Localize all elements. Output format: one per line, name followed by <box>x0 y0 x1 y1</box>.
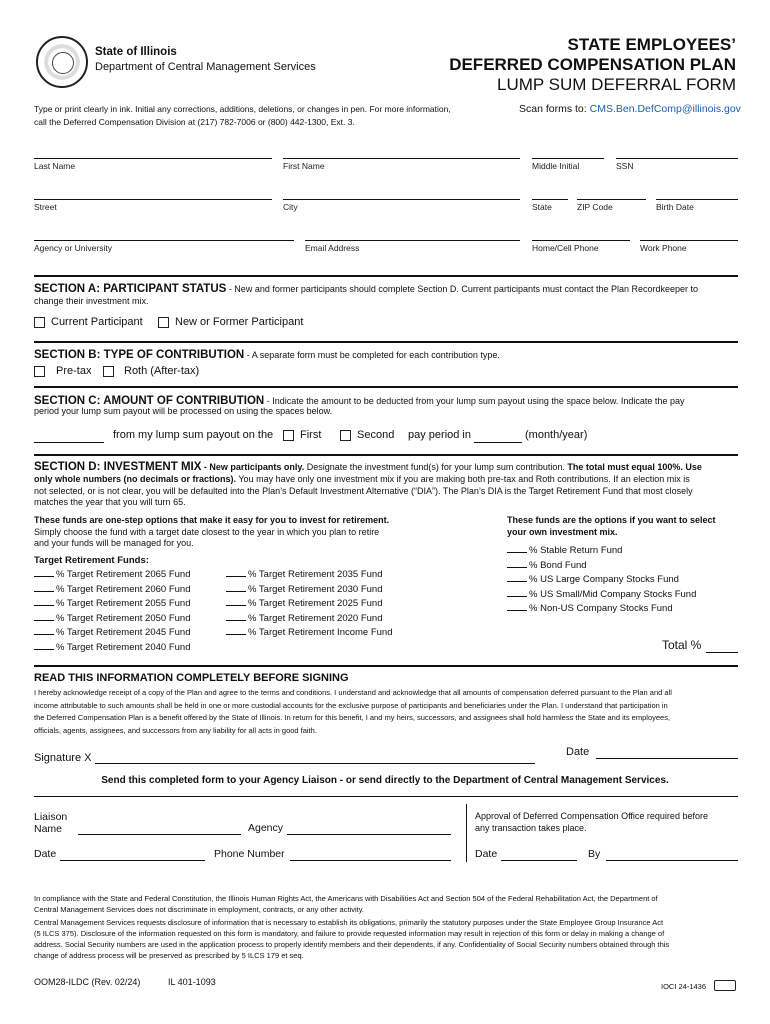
form-number: OOM28-ILDC (Rev. 02/24) <box>34 977 141 987</box>
fund-label: % Target Retirement 2060 Fund <box>56 583 191 595</box>
approval-date-label: Date <box>475 848 498 860</box>
fund-row[interactable] <box>34 612 190 627</box>
section-c-desc-2: period your lump sum payout will be processed on using the spaces below. <box>34 406 333 416</box>
percent-field[interactable] <box>226 612 246 621</box>
section-a-divider <box>34 275 738 277</box>
section-d-line-4: matches the year that you will turn 65. <box>34 497 186 507</box>
fund-row[interactable] <box>34 597 190 612</box>
percent-field[interactable] <box>226 583 246 592</box>
section-d-line-2-text: You may have only one investment mix if you are making both pre-tax and Roth contributions. If an election mix is <box>236 474 690 484</box>
fund-row[interactable] <box>507 602 696 617</box>
one-step-sub-2: and your funds will be managed for you. <box>34 538 194 548</box>
one-step-sub-1: Simply choose the fund with a target date closest to the year in which you plan to retire <box>34 527 380 537</box>
own-funds-list <box>507 544 696 617</box>
fund-row[interactable] <box>34 568 190 583</box>
disclosure-line: (5 ILCS 375). Disclosure of the information requested on this form is mandatory, and failure to provide requested information may result in rejection of this form or delay in making a change of <box>34 929 665 938</box>
sign-date-label: Date <box>566 746 590 758</box>
fund-label: % Target Retirement 2040 Fund <box>56 641 191 653</box>
fund-label: % Target Retirement 2025 Fund <box>248 598 383 609</box>
fund-label: % Target Retirement 2055 Fund <box>56 598 191 609</box>
liaison-name-field[interactable] <box>78 834 241 835</box>
approval-line: any transaction takes place. <box>475 823 587 833</box>
zip-label: ZIP Code <box>577 202 613 212</box>
scan-email-link[interactable]: CMS.Ben.DefComp@illinois.gov <box>589 103 741 115</box>
instructions-line-1: Type or print clearly in ink. Initial any corrections, additions, deletions, or changes in pen. For more information, <box>34 104 451 114</box>
ssn-label: SSN <box>616 161 634 171</box>
percent-field[interactable] <box>34 641 54 650</box>
section-d-title: SECTION D: INVESTMENT MIX <box>34 461 202 473</box>
birth-date-label: Birth Date <box>656 202 694 212</box>
email-label: Email Address <box>305 243 360 253</box>
fund-row[interactable] <box>507 588 696 603</box>
section-b-divider <box>34 341 738 343</box>
total-field[interactable] <box>706 652 738 653</box>
liaison-date-label: Date <box>34 848 57 860</box>
from-payout-label: from my lump sum payout on the <box>113 429 274 441</box>
fund-row[interactable] <box>226 568 393 583</box>
union-bug-icon <box>714 980 736 991</box>
percent-field[interactable] <box>507 559 527 568</box>
section-c-divider <box>34 386 738 388</box>
phone-number-label: Phone Number <box>214 848 285 860</box>
street-field[interactable] <box>34 199 272 200</box>
current-participant-label: Current Participant <box>51 316 143 328</box>
form-title-1: STATE EMPLOYEES’ <box>567 35 736 54</box>
first-pay-period-checkbox[interactable] <box>283 430 294 441</box>
total-label: Total % <box>662 638 702 652</box>
pay-period-label: pay period in <box>408 429 471 441</box>
disclosure-text <box>34 917 744 961</box>
liaison-divider <box>466 804 467 862</box>
section-d-header <box>34 462 744 473</box>
org-department: Department of Central Management Services <box>95 61 316 73</box>
percent-field[interactable] <box>226 597 246 606</box>
sign-date-field[interactable] <box>596 758 738 759</box>
fund-label: % Target Retirement 2045 Fund <box>56 627 191 638</box>
amount-field[interactable] <box>34 442 104 443</box>
pre-tax-label: Pre-tax <box>56 365 92 377</box>
state-field[interactable] <box>532 199 568 200</box>
approval-line: Approval of Deferred Compensation Office required before <box>475 811 708 821</box>
new-former-participant-label: New or Former Participant <box>175 316 304 328</box>
disclosure-line: change of address process will be preserved as prescribed by 5 ILCS 179 et seq. <box>34 951 304 960</box>
fund-label: % US Large Company Stocks Fund <box>529 574 679 585</box>
last-name-label: Last Name <box>34 161 76 171</box>
new-former-participant-checkbox[interactable] <box>158 317 169 328</box>
middle-initial-label: Middle Initial <box>532 161 580 171</box>
fund-label: % Target Retirement 2050 Fund <box>56 612 191 624</box>
month-year-field[interactable] <box>474 442 522 443</box>
percent-field[interactable] <box>226 626 246 635</box>
fund-row[interactable] <box>34 626 190 641</box>
liaison-agency-label: Agency <box>248 822 284 834</box>
own-mix-heading-1: These funds are the options if you want to select <box>507 515 716 525</box>
liaison-label: Liaison <box>34 811 68 823</box>
percent-field[interactable] <box>507 602 527 611</box>
percent-field[interactable] <box>34 583 54 592</box>
work-phone-field[interactable] <box>640 240 738 241</box>
own-mix-heading-2: your own investment mix. <box>507 527 618 537</box>
percent-field[interactable] <box>34 612 54 621</box>
approval-by-field[interactable] <box>606 860 738 861</box>
fund-row[interactable] <box>226 597 393 612</box>
fund-label: % Target Retirement Income Fund <box>248 627 393 638</box>
work-phone-label: Work Phone <box>640 243 687 253</box>
percent-field[interactable] <box>34 568 54 577</box>
current-participant-checkbox[interactable] <box>34 317 45 328</box>
liaison-name-label <box>34 811 67 835</box>
section-d-line-3: not selected, or is not clear, you will be defaulted into the Plan’s Default Investment Alternative (“DIA”). The Plan’s DIA is the Target Retirement Fund that most closely <box>34 486 693 496</box>
street-label: Street <box>34 202 57 212</box>
percent-field[interactable] <box>507 588 527 597</box>
fund-row[interactable] <box>34 583 190 598</box>
liaison-agency-field[interactable] <box>287 834 451 835</box>
section-d-whole-numbers: only whole numbers (no decimals or fractions). <box>34 474 237 484</box>
phone-number-field[interactable] <box>290 860 451 861</box>
compliance-line: Central Management Services does not discriminate in employment, contracts, or any other activity. <box>34 905 365 914</box>
read-divider <box>34 665 738 667</box>
compliance-line: In compliance with the State and Federal Constitution, the Illinois Human Rights Act, the Americans with Disabilities Act and Section 504 of the Federal Rehabilitation Act, the Department of <box>34 894 658 903</box>
org-name: State of Illinois <box>95 46 177 58</box>
fund-label: % Target Retirement 2030 Fund <box>248 583 383 595</box>
section-a-title: SECTION A: PARTICIPANT STATUS <box>34 283 227 295</box>
send-instructions: Send this completed form to your Agency Liaison - or send directly to the Department of Central Management Services. <box>101 775 669 786</box>
scan-label: Scan forms to: <box>519 103 587 115</box>
section-b-header <box>34 349 500 361</box>
ack-line: income attributable to such amounts shall be held in one or more custodial accounts for the exclusive purpose of participants and beneficiaries under the Plan. I understand that participation in <box>34 700 668 710</box>
section-a-desc-2: change their investment mix. <box>34 296 149 306</box>
second-pay-period-checkbox[interactable] <box>340 430 351 441</box>
instructions-line-2: call the Deferred Compensation Division at (217) 782-7006 or (800) 442-1300, Ext. 3. <box>34 117 355 127</box>
fund-row[interactable] <box>34 641 190 656</box>
first-name-label: First Name <box>283 161 325 171</box>
approval-by-label: By <box>588 848 601 860</box>
signature-field[interactable] <box>95 763 535 764</box>
home-phone-label: Home/Cell Phone <box>532 243 599 253</box>
roth-checkbox[interactable] <box>103 366 114 377</box>
disclosure-line: Central Management Services requests disclosure of information that is necessary to establish its obligations, primarily the statutory purposes under the State Employee Group Insurance Act <box>34 918 664 927</box>
section-b-title: SECTION B: TYPE OF CONTRIBUTION <box>34 349 245 361</box>
agency-label: Agency or University <box>34 243 112 253</box>
fund-row[interactable] <box>226 612 393 627</box>
target-funds-heading: Target Retirement Funds: <box>34 555 149 566</box>
zip-field[interactable] <box>577 199 646 200</box>
section-d-new-only: - New participants only. <box>201 462 305 472</box>
percent-field[interactable] <box>34 626 54 635</box>
middle-initial-field[interactable] <box>532 158 604 159</box>
scan-to <box>519 103 741 115</box>
fund-row[interactable] <box>507 559 696 574</box>
fund-label: % Stable Return Fund <box>529 545 623 556</box>
fund-label: % US Small/Mid Company Stocks Fund <box>529 588 697 600</box>
fund-label: % Target Retirement 2035 Fund <box>248 569 383 580</box>
first-name-field[interactable] <box>283 158 520 159</box>
section-b-desc: - A separate form must be completed for each contribution type. <box>244 350 500 360</box>
city-label: City <box>283 202 298 212</box>
percent-field[interactable] <box>34 597 54 606</box>
first-label: First <box>300 429 322 441</box>
fund-label: % Target Retirement 2065 Fund <box>56 569 191 580</box>
percent-field[interactable] <box>507 544 527 553</box>
signature-label: Signature X <box>34 752 92 764</box>
ssn-field[interactable] <box>616 158 738 159</box>
liaison-date-field[interactable] <box>60 860 205 861</box>
one-step-heading: These funds are one-step options that make it easy for you to invest for retirement. <box>34 515 390 525</box>
agency-field[interactable] <box>34 240 294 241</box>
disclosure-line: address. Social Security numbers are used in the application process to properly identify members and their dependents, if any. Confidentiality of Social Security numbers obtained through this <box>34 940 670 949</box>
percent-field[interactable] <box>226 568 246 577</box>
section-c-title: SECTION C: AMOUNT OF CONTRIBUTION <box>34 395 265 407</box>
form-title-2: DEFERRED COMPENSATION PLAN <box>449 55 736 74</box>
section-d-line-2 <box>34 474 744 484</box>
fund-label: % Non-US Company Stocks Fund <box>529 603 673 614</box>
target-funds-col-1 <box>34 568 190 655</box>
ioci-number: IOCI 24-1436 <box>661 982 707 991</box>
approval-date-field[interactable] <box>501 860 577 861</box>
percent-field[interactable] <box>507 573 527 582</box>
fund-row[interactable] <box>226 583 393 598</box>
approval-note <box>475 810 708 834</box>
il-number: IL 401-1093 <box>168 977 216 987</box>
section-a-desc: - New and former participants should complete Section D. Current participants must contact the Plan Recordkeeper to <box>226 284 699 294</box>
target-funds-col-2 <box>226 568 393 641</box>
state-seal-icon <box>36 36 88 88</box>
fund-row[interactable] <box>226 626 393 641</box>
liaison-top-rule <box>34 796 738 797</box>
section-a-header <box>34 284 744 295</box>
email-field[interactable] <box>305 240 520 241</box>
fund-label: % Target Retirement 2020 Fund <box>248 612 383 624</box>
last-name-field[interactable] <box>34 158 272 159</box>
roth-label: Roth (After-tax) <box>124 365 200 377</box>
pre-tax-checkbox[interactable] <box>34 366 45 377</box>
month-year-label: (month/year) <box>525 429 588 441</box>
city-field[interactable] <box>283 199 520 200</box>
second-label: Second <box>357 429 395 441</box>
ack-line: officials, agents, assignees, and successors from any liability for all acts in good faith. <box>34 725 317 735</box>
ack-line: I hereby acknowledge receipt of a copy of the Plan and agree to the terms and conditions. I understand and acknowledge that all amounts of compensation deferred pursuant to the Plan and all <box>34 688 672 697</box>
section-d-desc-a: Designate the investment fund(s) for your lump sum contribution. <box>304 462 568 472</box>
fund-row[interactable] <box>507 544 696 559</box>
fund-label: % Bond Fund <box>529 559 587 571</box>
acknowledgement-text <box>34 687 744 737</box>
home-phone-field[interactable] <box>532 240 630 241</box>
read-title: READ THIS INFORMATION COMPLETELY BEFORE SIGNING <box>34 672 349 684</box>
section-c-desc: - Indicate the amount to be deducted from your lump sum payout using the space below. Indicate the pay <box>264 396 685 406</box>
fund-row[interactable] <box>507 573 696 588</box>
section-d-desc-b: The total must equal 100%. Use <box>567 462 702 472</box>
compliance-text <box>34 893 744 915</box>
birth-date-field[interactable] <box>656 199 738 200</box>
name-label: Name <box>34 823 63 835</box>
form-title-3: LUMP SUM DEFERRAL FORM <box>497 75 736 94</box>
section-d-divider <box>34 454 738 456</box>
state-label: State <box>532 202 552 212</box>
ack-line: the Deferred Compensation Plan is a benefit offered by the State of Illinois. In return for this benefit, I and my heirs, successors, and assignees shall hold harmless the State and its employees, <box>34 713 671 722</box>
